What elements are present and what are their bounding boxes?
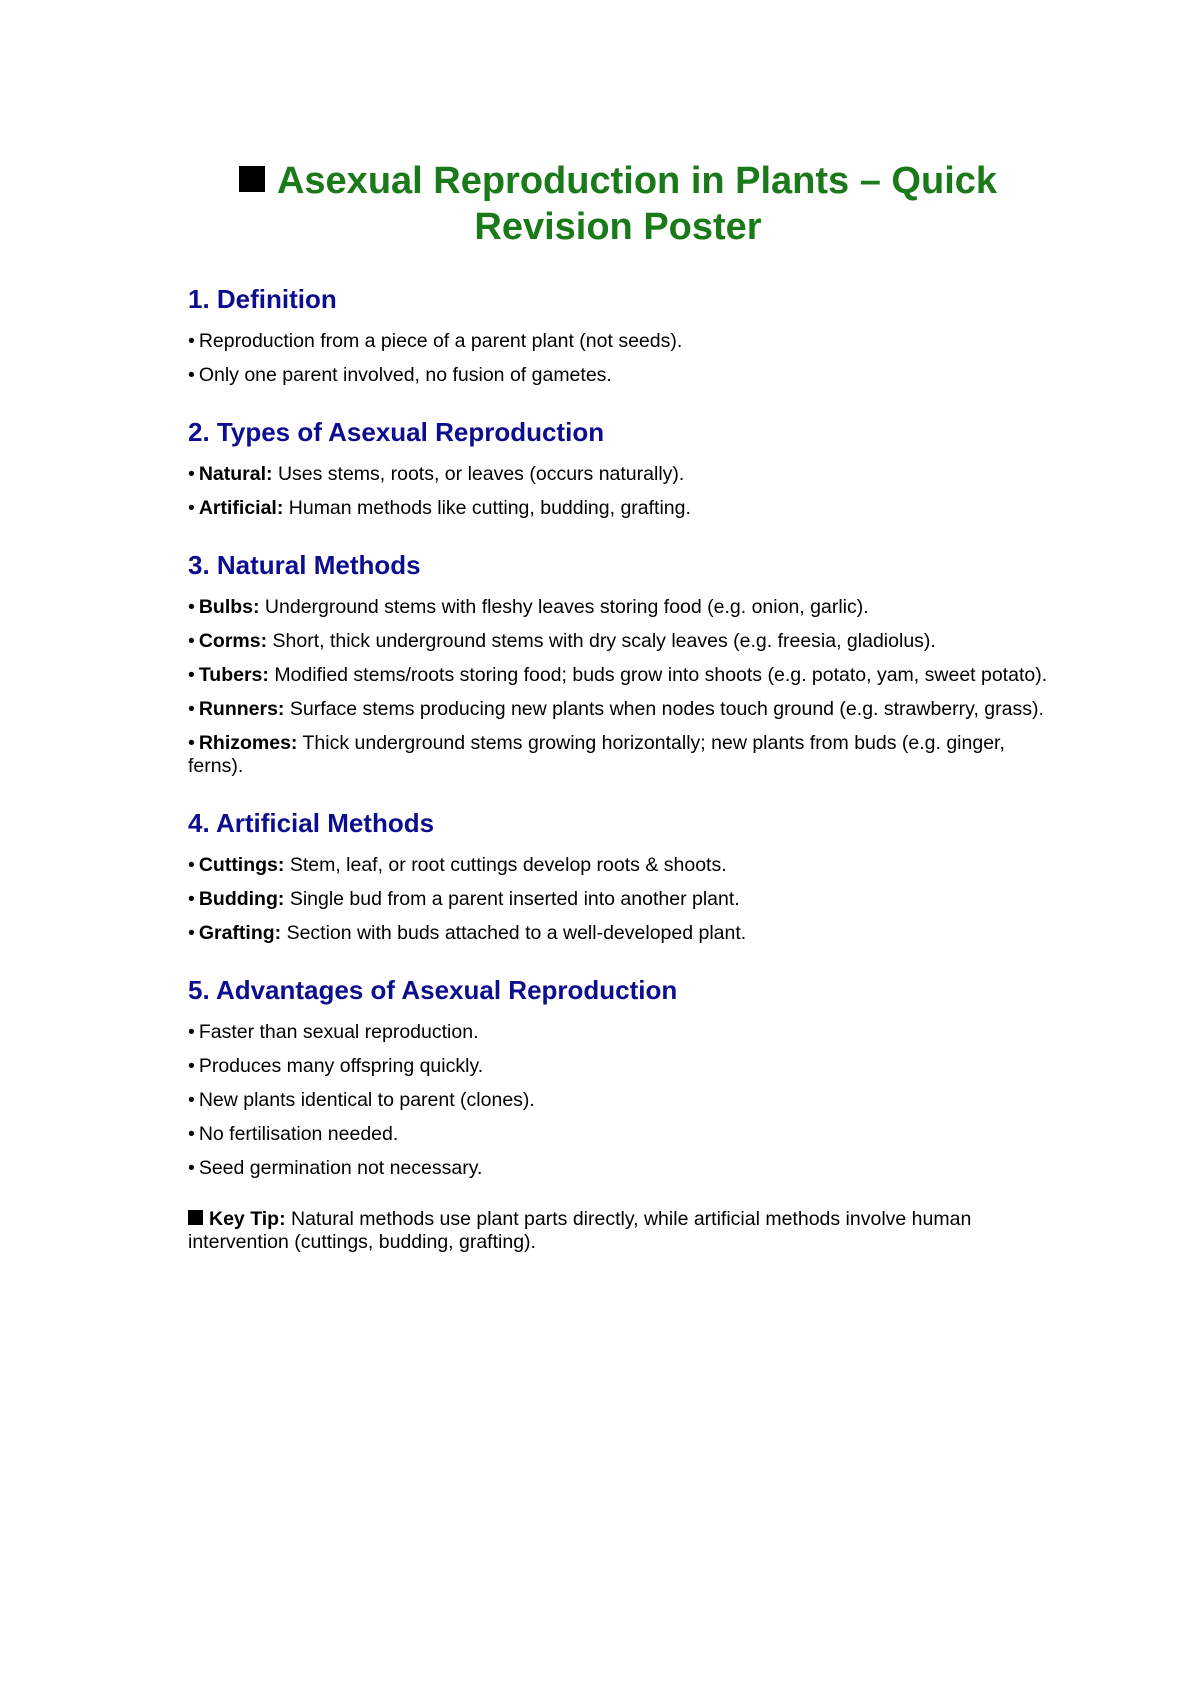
- list-item: • Cuttings: Stem, leaf, or root cuttings develop roots & shoots.: [188, 854, 727, 876]
- item-text: Section with buds attached to a well-developed plant.: [286, 922, 747, 944]
- key-tip-label: Key Tip:: [209, 1208, 286, 1230]
- item-text: Single bud from a parent inserted into another plant.: [289, 888, 740, 910]
- item-text: Short, thick underground stems with dry scaly leaves (e.g. freesia, gladiolus).: [272, 630, 936, 652]
- list-item: • Grafting: Section with buds attached to a well-developed plant.: [188, 922, 747, 944]
- list-item: • Bulbs: Underground stems with fleshy leaves storing food (e.g. onion, garlic).: [188, 596, 869, 618]
- item-text: Only one parent involved, no fusion of gametes.: [198, 364, 612, 386]
- section-heading: 2. Types of Asexual Reproduction: [188, 417, 605, 447]
- item-text: Surface stems producing new plants when nodes touch ground (e.g. strawberry, grass).: [289, 698, 1044, 720]
- item-text: Seed germination not necessary.: [198, 1157, 483, 1179]
- item-term: Natural:: [198, 463, 273, 485]
- item-text: Human methods like cutting, budding, grafting.: [288, 497, 691, 519]
- section-heading: 5. Advantages of Asexual Reproduction: [188, 975, 678, 1005]
- list-item: • Corms: Short, thick underground stems with dry scaly leaves (e.g. freesia, gladiolus).: [188, 630, 936, 652]
- section-heading: 3. Natural Methods: [188, 550, 421, 580]
- item-term: Cuttings:: [198, 854, 285, 876]
- item-text: Underground stems with fleshy leaves storing food (e.g. onion, garlic).: [264, 596, 869, 618]
- key-tip-text: Natural methods use plant parts directly, while artificial methods involve human intervention (cuttings, budding, grafting).: [188, 1208, 972, 1253]
- list-item: • Seed germination not necessary.: [188, 1157, 483, 1179]
- section-heading: 1. Definition: [188, 284, 337, 314]
- list-item: • Rhizomes: Thick underground stems growing horizontally; new plants from buds (e.g. ginger, ferns).: [188, 732, 1005, 777]
- item-term: Tubers:: [198, 664, 269, 686]
- key-tip: [188, 1208, 1048, 1254]
- section-definition: [188, 284, 1048, 387]
- list-item: • Only one parent involved, no fusion of gametes.: [188, 364, 612, 386]
- section-heading: 4. Artificial Methods: [188, 808, 435, 838]
- item-text: Thick underground stems growing horizontally; new plants from buds (e.g. ginger, ferns).: [188, 732, 1005, 777]
- item-text: Stem, leaf, or root cuttings develop roots & shoots.: [289, 854, 727, 876]
- section-advantages: [188, 975, 1048, 1180]
- item-text: Faster than sexual reproduction.: [198, 1021, 479, 1043]
- item-term: Rhizomes:: [198, 732, 298, 754]
- list-item: • Faster than sexual reproduction.: [188, 1021, 479, 1043]
- section-natural-methods: [188, 550, 1048, 778]
- item-term: Artificial:: [198, 497, 284, 519]
- list-item: • Budding: Single bud from a parent inserted into another plant.: [188, 888, 740, 910]
- page-title-text: Asexual Reproduction in Plants – Quick Revision Poster: [276, 160, 998, 248]
- item-text: Uses stems, roots, or leaves (occurs naturally).: [277, 463, 685, 485]
- section-types: [188, 417, 1048, 520]
- list-item: • Produces many offspring quickly.: [188, 1055, 484, 1077]
- list-item: • Reproduction from a piece of a parent plant (not seeds).: [188, 330, 683, 352]
- square-bullet-icon: [239, 166, 265, 192]
- list-item: • Artificial: Human methods like cutting, budding, grafting.: [188, 497, 691, 519]
- item-text: Reproduction from a piece of a parent plant (not seeds).: [198, 330, 683, 352]
- item-term: Bulbs:: [198, 596, 260, 618]
- list-item: • No fertilisation needed.: [188, 1123, 399, 1145]
- list-item: • Natural: Uses stems, roots, or leaves (occurs naturally).: [188, 463, 685, 485]
- list-item: • New plants identical to parent (clones).: [188, 1089, 535, 1111]
- item-term: Budding:: [198, 888, 285, 910]
- item-term: Corms:: [198, 630, 268, 652]
- item-text: New plants identical to parent (clones).: [198, 1089, 535, 1111]
- section-artificial-methods: [188, 808, 1048, 945]
- poster-page: [188, 158, 1048, 1254]
- item-term: Grafting:: [198, 922, 282, 944]
- item-text: Modified stems/roots storing food; buds grow into shoots (e.g. potato, yam, sweet potato).: [274, 664, 1048, 686]
- page-title: [188, 158, 1048, 250]
- square-bullet-icon: [188, 1210, 203, 1225]
- list-item: • Runners: Surface stems producing new plants when nodes touch ground (e.g. strawberry, grass).: [188, 698, 1044, 720]
- item-text: Produces many offspring quickly.: [198, 1055, 484, 1077]
- list-item: • Tubers: Modified stems/roots storing food; buds grow into shoots (e.g. potato, yam, sweet potato).: [188, 664, 1048, 686]
- item-text: No fertilisation needed.: [198, 1123, 399, 1145]
- item-term: Runners:: [198, 698, 285, 720]
